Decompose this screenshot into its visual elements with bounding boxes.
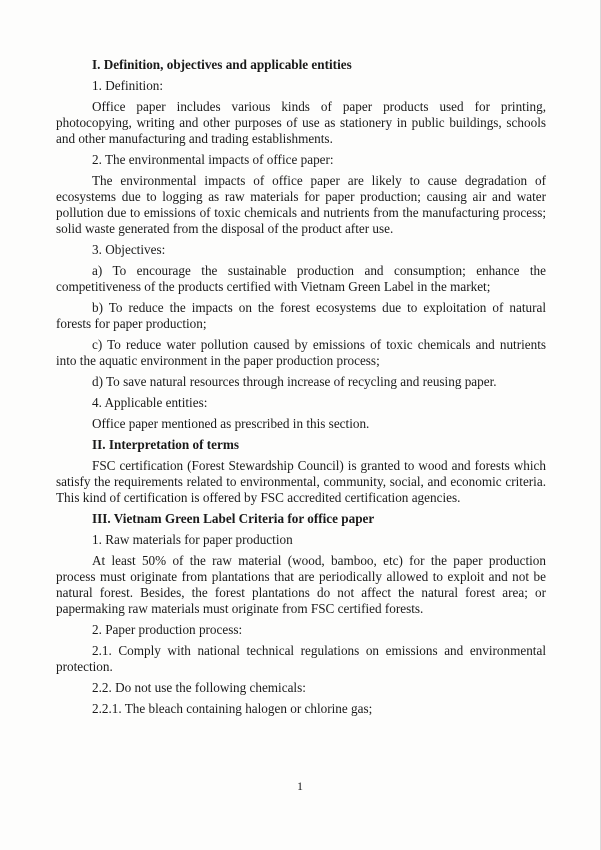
section-heading: II. Interpretation of terms xyxy=(92,437,239,452)
list-item: 1. Definition: xyxy=(92,78,164,93)
section-heading: I. Definition, objectives and applicable entities xyxy=(92,57,352,72)
list-item: 4. Applicable entities: xyxy=(92,395,208,410)
document-body xyxy=(56,57,546,717)
list-item: 3. Objectives: xyxy=(92,242,166,257)
paragraph: b) To reduce the impacts on the forest ecosystems due to exploitation of natural forests for paper production; xyxy=(56,300,546,331)
paragraph: 2.1. Comply with national technical regulations on emissions and environmental protection. xyxy=(56,643,546,674)
list-item: 2.2.1. The bleach containing halogen or chlorine gas; xyxy=(92,701,373,716)
section-heading: III. Vietnam Green Label Criteria for office paper xyxy=(92,511,375,526)
paragraph: Office paper includes various kinds of paper products used for printing, photocopying, writing and other purposes of use as stationery in public buildings, schools and other manufacturing and trading establishments. xyxy=(56,99,546,146)
paragraph: a) To encourage the sustainable production and consumption; enhance the competitiveness of the products certified with Vietnam Green Label in the market; xyxy=(56,263,546,294)
paragraph: At least 50% of the raw material (wood, bamboo, etc) for the paper production process must originate from plantations that are periodically allowed to exploit and not be natural forest. Besides, the forest plantations do not affect the natural forest area; or papermaking raw materials must originate from FSC certified forests. xyxy=(56,553,546,616)
paragraph: c) To reduce water pollution caused by emissions of toxic chemicals and nutrients into the aquatic environment in the paper production process; xyxy=(56,337,546,368)
list-item: 2. The environmental impacts of office paper: xyxy=(92,152,334,167)
list-item: d) To save natural resources through increase of recycling and reusing paper. xyxy=(92,374,497,389)
list-item: 2.2. Do not use the following chemicals: xyxy=(92,680,306,695)
paragraph: FSC certification (Forest Stewardship Council) is granted to wood and forests which satisfy the requirements related to environmental, community, social, and economic criteria. This kind of certification is offered by FSC accredited certification agencies. xyxy=(56,458,546,505)
list-item: 2. Paper production process: xyxy=(92,622,243,637)
list-item: 1. Raw materials for paper production xyxy=(92,532,293,547)
list-item: Office paper mentioned as prescribed in this section. xyxy=(92,416,370,431)
paragraph: The environmental impacts of office paper are likely to cause degradation of ecosystems due to logging as raw materials for paper production; causing air and water pollution due to emissions of toxic chemicals and nutrients from the manufacturing process; solid waste generated from the disposal of the product after use. xyxy=(56,173,546,236)
page-number: 1 xyxy=(297,779,303,793)
